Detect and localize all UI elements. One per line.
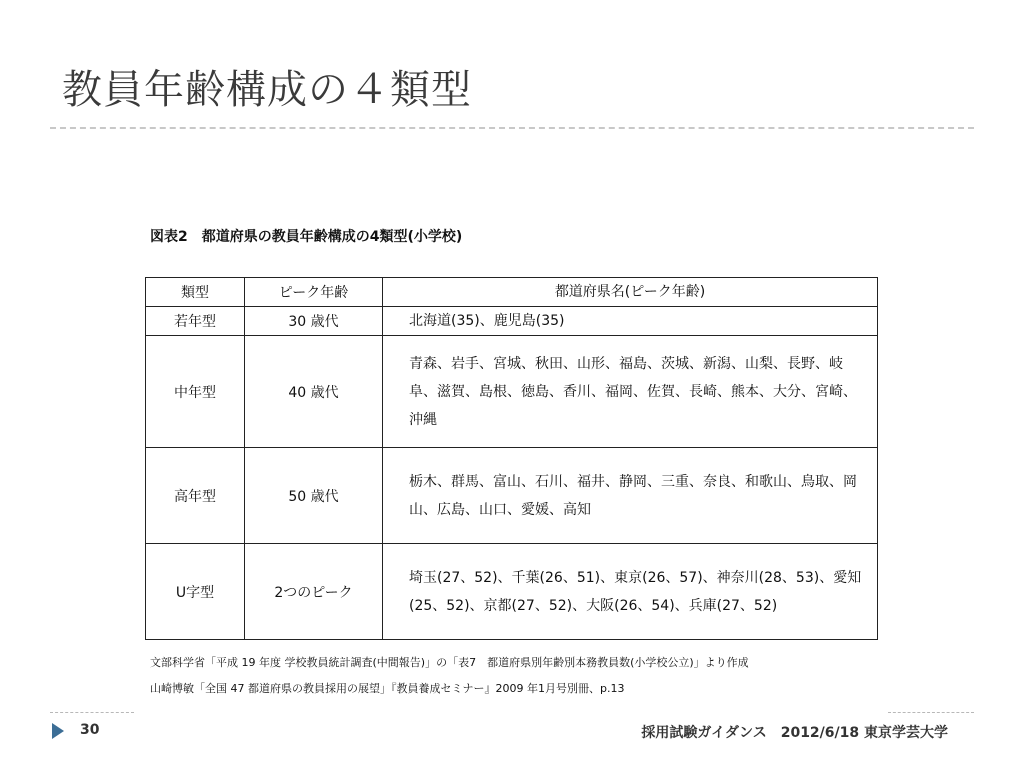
- row-prefectures: 青森、岩手、宮城、秋田、山形、福島、茨城、新潟、山梨、長野、岐阜、滋賀、島根、徳島、香川、福岡、佐賀、長崎、熊本、大分、宮崎、沖縄: [383, 336, 878, 448]
- footer-divider-left: [50, 712, 134, 713]
- play-arrow-icon: [50, 722, 66, 740]
- row-type: U字型: [146, 544, 245, 640]
- header-peak-age: ピーク年齢: [245, 278, 383, 307]
- table-header-row: [146, 278, 878, 307]
- row-type: 中年型: [146, 336, 245, 448]
- page-number: 30: [80, 722, 100, 738]
- table-row: [146, 448, 878, 544]
- footer-divider-right: [888, 712, 974, 713]
- table-row: [146, 544, 878, 640]
- row-type: 高年型: [146, 448, 245, 544]
- row-peak: 50 歳代: [245, 448, 383, 544]
- figure-caption: 図表2 都道府県の教員年齢構成の4類型(小学校): [150, 229, 463, 245]
- source-line: 文部科学省「平成 19 年度 学校教員統計調査(中間報告)」の「表7 都道府県別年齢別本務教員数(小学校公立)」より作成: [150, 656, 749, 669]
- row-peak: 30 歳代: [245, 307, 383, 336]
- row-prefectures: 栃木、群馬、富山、石川、福井、静岡、三重、奈良、和歌山、鳥取、岡山、広島、山口、愛媛、高知: [383, 448, 878, 544]
- table-row: [146, 336, 878, 448]
- title-divider: [50, 127, 974, 129]
- row-prefectures: 埼玉(27、52)、千葉(26、51)、東京(26、57)、神奈川(28、53)、愛知(25、52)、京都(27、52)、大阪(26、54)、兵庫(27、52): [383, 544, 878, 640]
- table-row: [146, 307, 878, 336]
- header-type: 類型: [146, 278, 245, 307]
- footer-info: 採用試験ガイダンス 2012/6/18 東京学芸大学: [641, 725, 948, 741]
- source-line: 山崎博敏「全国 47 都道府県の教員採用の展望」『教員養成セミナー』2009 年1月号別冊、p.13: [150, 682, 625, 695]
- source-notes: [150, 650, 749, 702]
- row-type: 若年型: [146, 307, 245, 336]
- header-prefectures: 都道府県名(ピーク年齢): [383, 278, 878, 307]
- row-prefectures: 北海道(35)、鹿児島(35): [383, 307, 878, 336]
- slide-title: 教員年齢構成の４類型: [62, 67, 472, 113]
- age-structure-table: [145, 277, 878, 640]
- row-peak: 40 歳代: [245, 336, 383, 448]
- row-peak: 2つのピーク: [245, 544, 383, 640]
